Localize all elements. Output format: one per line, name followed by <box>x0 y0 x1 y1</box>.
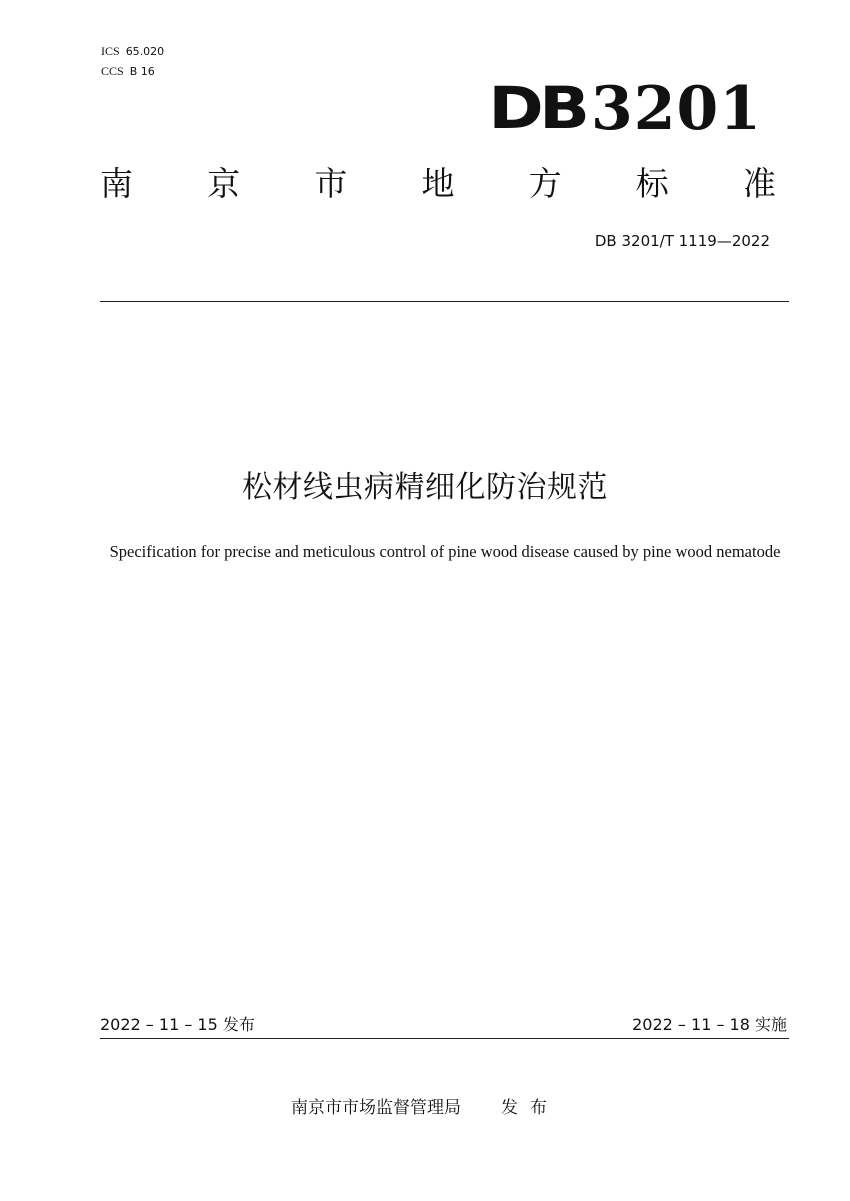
document-title-cn: 松材线虫病精细化防治规范 <box>242 470 608 505</box>
implement-date: 2022 – 11 – 18 实施 <box>632 1015 787 1034</box>
title-char: 标 <box>635 164 669 203</box>
ccs-code: B 16 <box>129 65 155 78</box>
ccs-label: CCS <box>101 64 124 78</box>
title-char: 京 <box>207 164 241 203</box>
ics-code: 65.020 <box>125 45 165 58</box>
standard-type-title <box>100 162 776 206</box>
header-divider <box>100 301 789 302</box>
standard-number: DB 3201/T 1119—2022 <box>594 232 770 250</box>
title-char: 地 <box>421 164 455 203</box>
title-char: 准 <box>742 164 776 203</box>
title-char: 市 <box>314 164 348 203</box>
ccs-line <box>101 64 155 79</box>
db-region-code: 3201 <box>591 74 762 144</box>
db-standard-mark <box>487 70 762 144</box>
title-char: 方 <box>528 164 562 203</box>
ics-label: ICS <box>101 44 120 58</box>
issuer-name: 南京市市场监督管理局 <box>291 1098 461 1118</box>
document-title-en: Specification for precise and meticulous control of pine wood disease caused by pine wood nematode <box>109 542 781 561</box>
issuer-line <box>0 1096 850 1120</box>
title-char: 南 <box>100 164 133 203</box>
db-logo: DB <box>487 74 585 142</box>
issue-date: 2022 – 11 – 15 发布 <box>100 1015 255 1034</box>
issue-word: 发布 <box>501 1098 559 1118</box>
footer-divider <box>100 1038 789 1039</box>
ics-line <box>101 44 164 59</box>
